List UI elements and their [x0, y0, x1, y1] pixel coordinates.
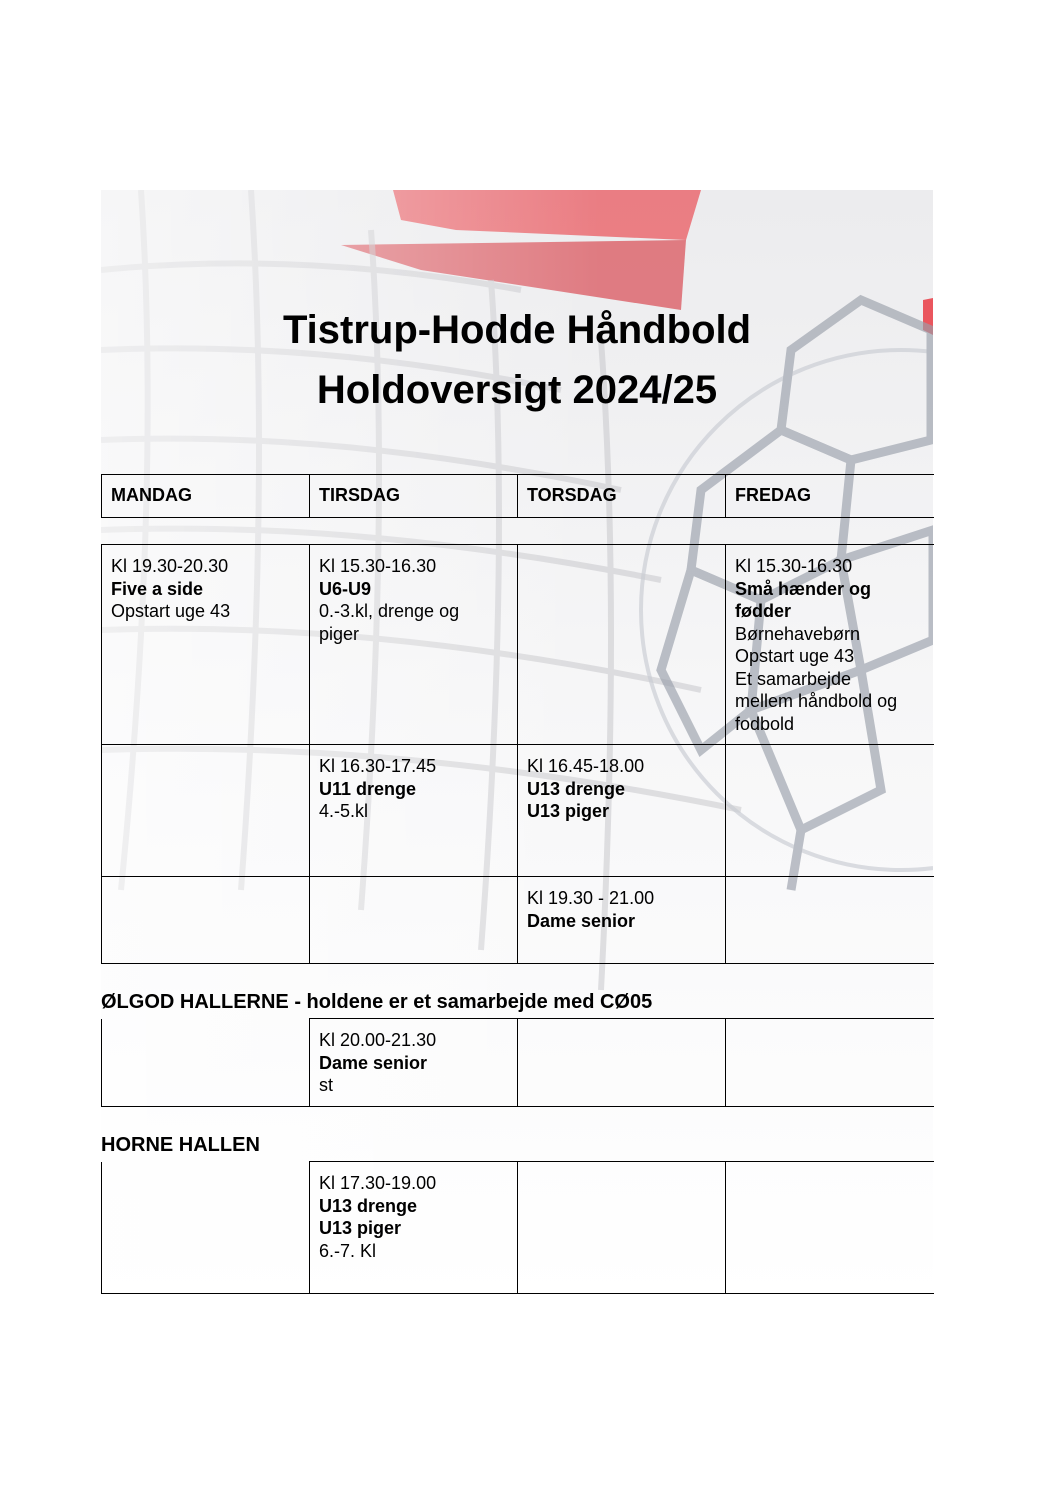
- schedule-cell: [102, 545, 310, 745]
- table-row: [102, 1019, 934, 1107]
- schedule-cell-empty: [102, 1019, 310, 1107]
- page-title: Tistrup-Hodde Håndbold: [282, 308, 752, 352]
- schedule-cell-empty: [726, 1162, 934, 1294]
- schedule-cell: [518, 877, 726, 964]
- schedule-cell: [310, 1019, 518, 1107]
- team-name: U13 drenge: [527, 778, 626, 799]
- schedule-cell-empty: [518, 1019, 726, 1107]
- page-subtitle: Holdoversigt 2024/25: [316, 368, 718, 412]
- time-label: Kl 19.30 - 21.00: [527, 888, 655, 908]
- table-row: [102, 745, 934, 877]
- day-header-fredag: FREDAG: [726, 475, 934, 518]
- table-row: [102, 1162, 934, 1294]
- team-name: U13 drenge: [319, 1195, 418, 1216]
- day-header-tirsdag: TIRSDAG: [310, 475, 518, 518]
- schedule-cell-empty: [518, 1162, 726, 1294]
- schedule-cell: [518, 745, 726, 877]
- section-heading-olgod: ØLGOD HALLERNE - holdene er et samarbejde med CØ05: [101, 991, 653, 1013]
- team-name: U13 piger: [527, 801, 610, 821]
- time-label: Kl 16.45-18.00: [527, 756, 645, 776]
- team-note: Opstart uge 43: [111, 601, 231, 621]
- day-header-mandag: MANDAG: [102, 475, 310, 518]
- schedule-cell-empty: [102, 1162, 310, 1294]
- team-name: U13 piger: [319, 1218, 402, 1238]
- team-name: Five a side: [111, 578, 204, 599]
- team-name: fødder: [735, 601, 791, 621]
- schedule-cell-empty: [726, 1019, 934, 1107]
- horne-table: [101, 1161, 934, 1294]
- time-label: Kl 15.30-16.30: [319, 556, 437, 576]
- team-note: Et samarbejde: [735, 668, 852, 689]
- team-note: 6.-7. Kl: [319, 1240, 377, 1261]
- team-note: 4.-5.kl: [319, 801, 369, 821]
- time-label: Kl 16.30-17.45: [319, 756, 437, 776]
- schedule-cell: [310, 745, 518, 877]
- olgod-table: [101, 1018, 934, 1107]
- time-label: Kl 20.00-21.30: [319, 1030, 437, 1050]
- team-note: piger: [319, 623, 360, 644]
- team-name: Dame senior: [527, 910, 636, 931]
- team-name: U6-U9: [319, 578, 372, 599]
- time-label: Kl 19.30-20.30: [111, 556, 229, 576]
- team-name: Små hænder og: [735, 578, 872, 599]
- schedule-cell-empty: [726, 877, 934, 964]
- table-row: [102, 877, 934, 964]
- schedule-cell-empty: [102, 745, 310, 877]
- team-note: Børnehavebørn: [735, 623, 861, 644]
- time-label: Kl 17.30-19.00: [319, 1173, 437, 1193]
- section-heading-horne: HORNE HALLEN: [101, 1134, 260, 1156]
- schedule-cell-empty: [310, 877, 518, 964]
- team-note: Opstart uge 43: [735, 646, 855, 666]
- time-label: Kl 15.30-16.30: [735, 556, 853, 576]
- team-name: Dame senior: [319, 1052, 428, 1073]
- schedule-cell: [726, 545, 934, 745]
- schedule-cell: [310, 1162, 518, 1294]
- schedule-cell: [310, 545, 518, 745]
- day-header-torsdag: TORSDAG: [518, 475, 726, 518]
- schedule-cell-empty: [726, 745, 934, 877]
- team-note: 0.-3.kl, drenge og: [319, 601, 460, 621]
- schedule-table: [101, 544, 934, 964]
- table-row: [102, 545, 934, 745]
- team-name: U11 drenge: [319, 778, 417, 799]
- day-header-row: [102, 475, 934, 518]
- schedule-cell-empty: [102, 877, 310, 964]
- team-note: mellem håndbold og: [735, 691, 898, 711]
- schedule-cell-empty: [518, 545, 726, 745]
- team-note: fodbold: [735, 713, 795, 734]
- team-note: st: [319, 1075, 334, 1095]
- day-header-table: [101, 474, 934, 518]
